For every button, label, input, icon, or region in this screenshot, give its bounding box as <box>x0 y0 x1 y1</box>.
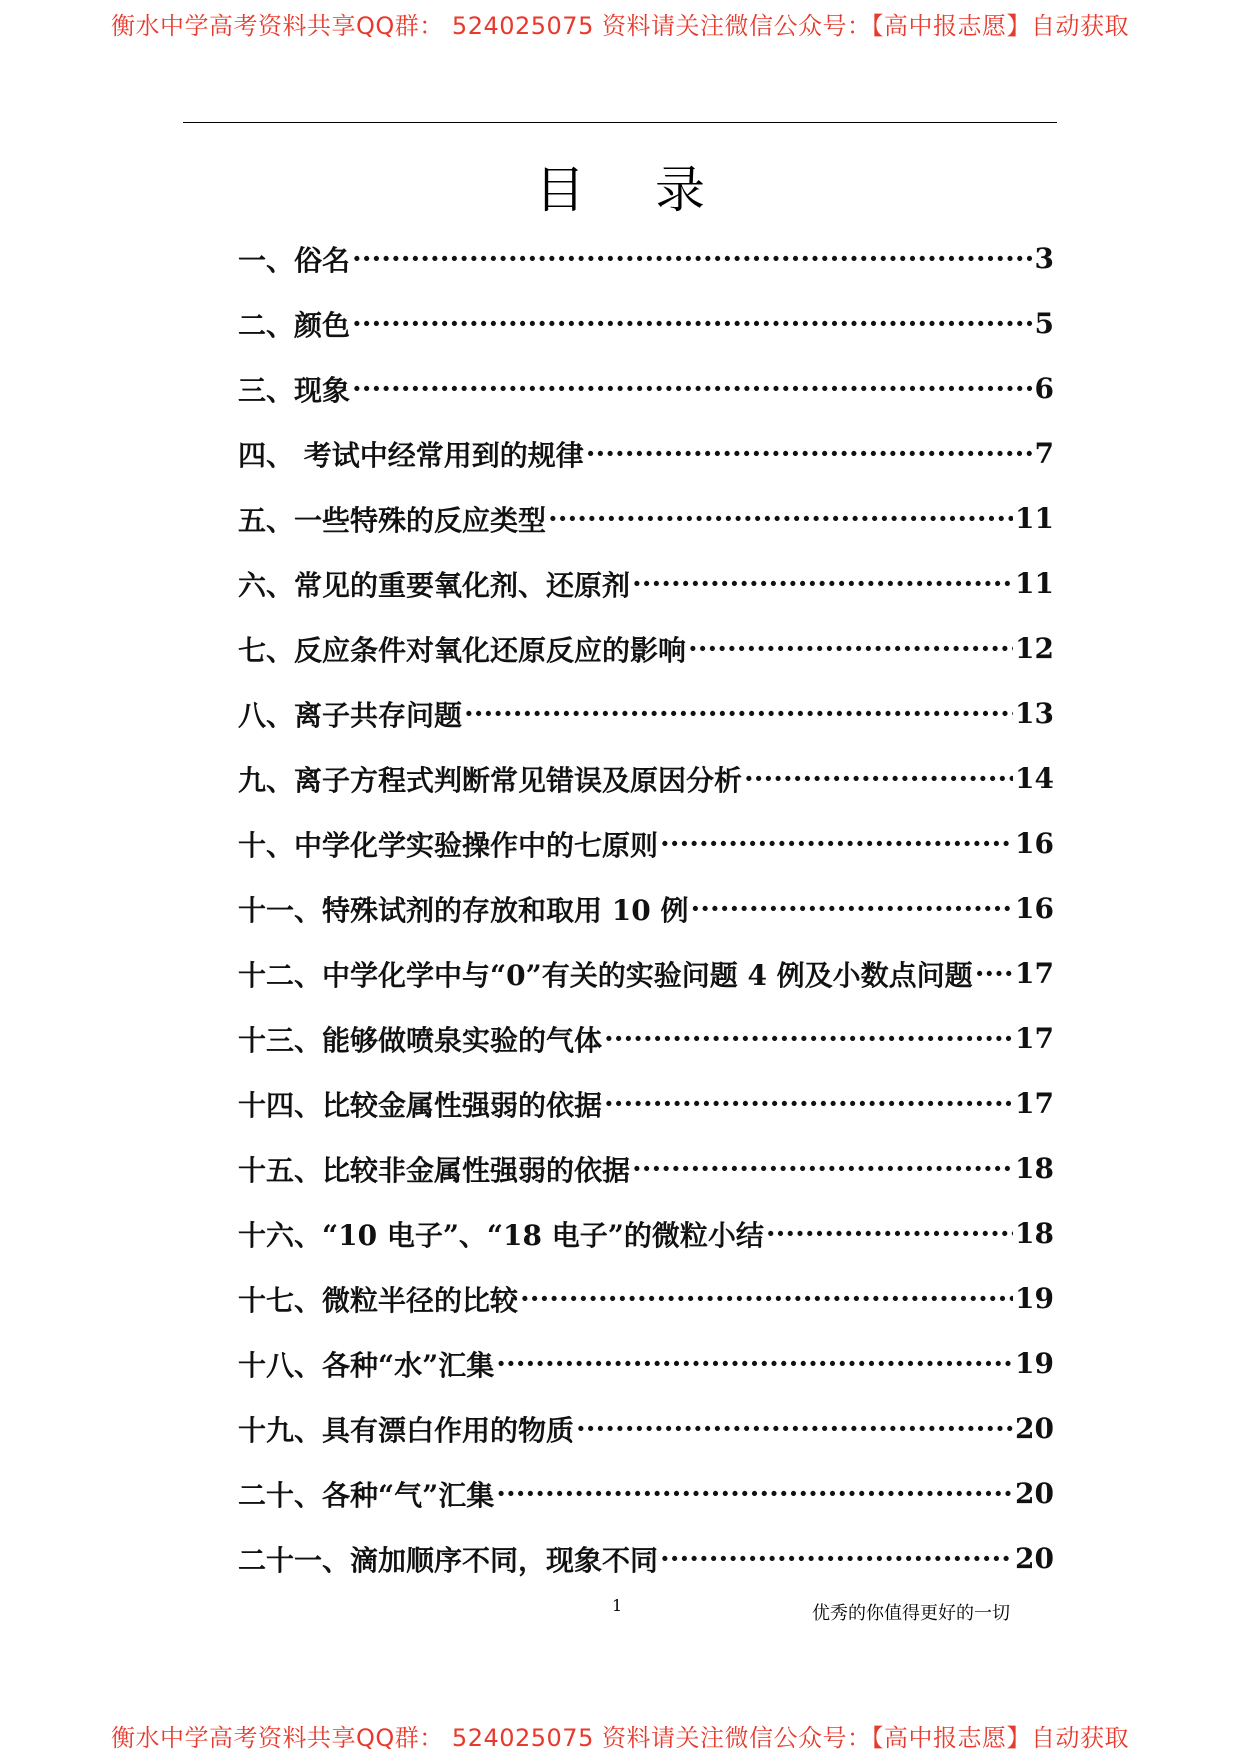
toc-entry-page: 17 <box>1015 957 1054 990</box>
toc-dot-leader <box>586 437 1033 470</box>
toc-entry-label: 七、反应条件对氧化还原反应的影响 <box>238 633 687 667</box>
toc-entry-label: 十八、各种“水”汇集 <box>238 1348 495 1382</box>
toc-entry[interactable] <box>238 356 1054 421</box>
toc-dot-leader <box>352 372 1033 405</box>
toc-entry[interactable] <box>238 1461 1054 1526</box>
toc-entry[interactable] <box>238 1266 1054 1331</box>
toc-entry[interactable] <box>238 811 1054 876</box>
toc-entry-label: 十、中学化学实验操作中的七原则 <box>238 828 659 862</box>
toc-entry-page: 17 <box>1015 1022 1054 1055</box>
header-banner: 衡水中学高考资料共享QQ群： 524025075 资料请关注微信公众号：【高中报志愿】自动获取 <box>111 12 1129 40</box>
toc-entry-page: 11 <box>1015 502 1054 535</box>
toc-dot-leader <box>975 957 1013 990</box>
toc-dot-leader <box>632 1152 1013 1185</box>
toc-dot-leader <box>660 827 1013 860</box>
toc-entry-page: 20 <box>1015 1412 1054 1445</box>
toc-dot-leader <box>576 1412 1013 1445</box>
toc-entry[interactable] <box>238 616 1054 681</box>
toc-dot-leader <box>548 502 1013 535</box>
toc-entry-page: 16 <box>1015 892 1054 925</box>
toc-entry-page: 17 <box>1015 1087 1054 1120</box>
toc-dot-leader <box>604 1087 1013 1120</box>
toc-entry-label: 十六、“10 电子”、“18 电子”的微粒小结 <box>238 1218 764 1252</box>
toc-entry[interactable] <box>238 681 1054 746</box>
toc-dot-leader <box>496 1477 1013 1510</box>
toc-entry-label: 三、现象 <box>238 373 351 407</box>
toc-entry-page: 20 <box>1015 1477 1054 1510</box>
toc-dot-leader <box>604 1022 1013 1055</box>
toc-entry[interactable] <box>238 1136 1054 1201</box>
toc-dot-leader <box>496 1347 1013 1380</box>
toc-entry-page: 18 <box>1015 1217 1054 1250</box>
toc-entry[interactable] <box>238 291 1054 356</box>
toc-entry-label: 九、离子方程式判断常见错误及原因分析 <box>238 763 743 797</box>
toc-dot-leader <box>464 697 1013 730</box>
toc-entry-page: 7 <box>1034 437 1054 470</box>
toc-entry-page: 13 <box>1015 697 1054 730</box>
toc-dot-leader <box>352 242 1033 275</box>
toc-entry[interactable] <box>238 1071 1054 1136</box>
toc-entry-page: 11 <box>1015 567 1054 600</box>
table-of-contents <box>238 226 1054 1591</box>
toc-entry-page: 6 <box>1034 372 1054 405</box>
toc-dot-leader <box>688 632 1013 665</box>
toc-entry[interactable] <box>238 1526 1054 1591</box>
toc-entry[interactable] <box>238 1396 1054 1461</box>
toc-entry-label: 十七、微粒半径的比较 <box>238 1283 519 1317</box>
toc-entry-page: 16 <box>1015 827 1054 860</box>
toc-entry-label: 一、俗名 <box>238 243 351 277</box>
toc-entry[interactable] <box>238 1006 1054 1071</box>
toc-entry-page: 19 <box>1015 1347 1054 1380</box>
toc-entry[interactable] <box>238 941 1054 1006</box>
toc-entry-label: 二、颜色 <box>238 308 351 342</box>
toc-entry-label: 十三、能够做喷泉实验的气体 <box>238 1023 603 1057</box>
toc-entry-label: 十一、特殊试剂的存放和取用 10 例 <box>238 893 689 927</box>
toc-dot-leader <box>352 307 1033 340</box>
toc-entry-label: 六、常见的重要氧化剂、还原剂 <box>238 568 631 602</box>
toc-entry-page: 14 <box>1015 762 1054 795</box>
toc-entry[interactable] <box>238 226 1054 291</box>
toc-entry-label: 十五、比较非金属性强弱的依据 <box>238 1153 631 1187</box>
toc-entry[interactable] <box>238 421 1054 486</box>
toc-entry-label: 十二、中学化学中与“0”有关的实验问题 4 例及小数点问题 <box>238 958 973 992</box>
toc-entry[interactable] <box>238 1201 1054 1266</box>
toc-dot-leader <box>520 1282 1013 1315</box>
toc-entry-page: 19 <box>1015 1282 1054 1315</box>
toc-entry-label: 二十一、滴加顺序不同，现象不同 <box>238 1543 659 1577</box>
toc-entry[interactable] <box>238 486 1054 551</box>
footer-slogan: 优秀的你值得更好的一切 <box>812 1603 1010 1624</box>
toc-entry[interactable] <box>238 746 1054 811</box>
toc-entry-page: 12 <box>1015 632 1054 665</box>
toc-entry-label: 二十、各种“气”汇集 <box>238 1478 495 1512</box>
toc-dot-leader <box>690 892 1013 925</box>
toc-entry-label: 十四、比较金属性强弱的依据 <box>238 1088 603 1122</box>
footer-banner: 衡水中学高考资料共享QQ群： 524025075 资料请关注微信公众号：【高中报志愿】自动获取 <box>111 1724 1129 1752</box>
toc-dot-leader <box>632 567 1013 600</box>
header-rule <box>183 122 1057 123</box>
toc-entry[interactable] <box>238 551 1054 616</box>
toc-entry-page: 18 <box>1015 1152 1054 1185</box>
page-title: 目录 <box>535 161 775 219</box>
page-number: 1 <box>612 1596 623 1615</box>
toc-entry-page: 5 <box>1034 307 1054 340</box>
toc-entry-label: 八、离子共存问题 <box>238 698 463 732</box>
toc-dot-leader <box>766 1217 1013 1250</box>
toc-entry-page: 3 <box>1034 242 1054 275</box>
toc-entry-label: 五、一些特殊的反应类型 <box>238 503 547 537</box>
toc-entry-label: 十九、具有漂白作用的物质 <box>238 1413 575 1447</box>
toc-entry-label: 四、 考试中经常用到的规律 <box>238 438 584 472</box>
toc-entry-page: 20 <box>1015 1542 1054 1575</box>
toc-dot-leader <box>744 762 1013 795</box>
toc-entry[interactable] <box>238 876 1054 941</box>
toc-entry[interactable] <box>238 1331 1054 1396</box>
toc-dot-leader <box>660 1542 1013 1575</box>
